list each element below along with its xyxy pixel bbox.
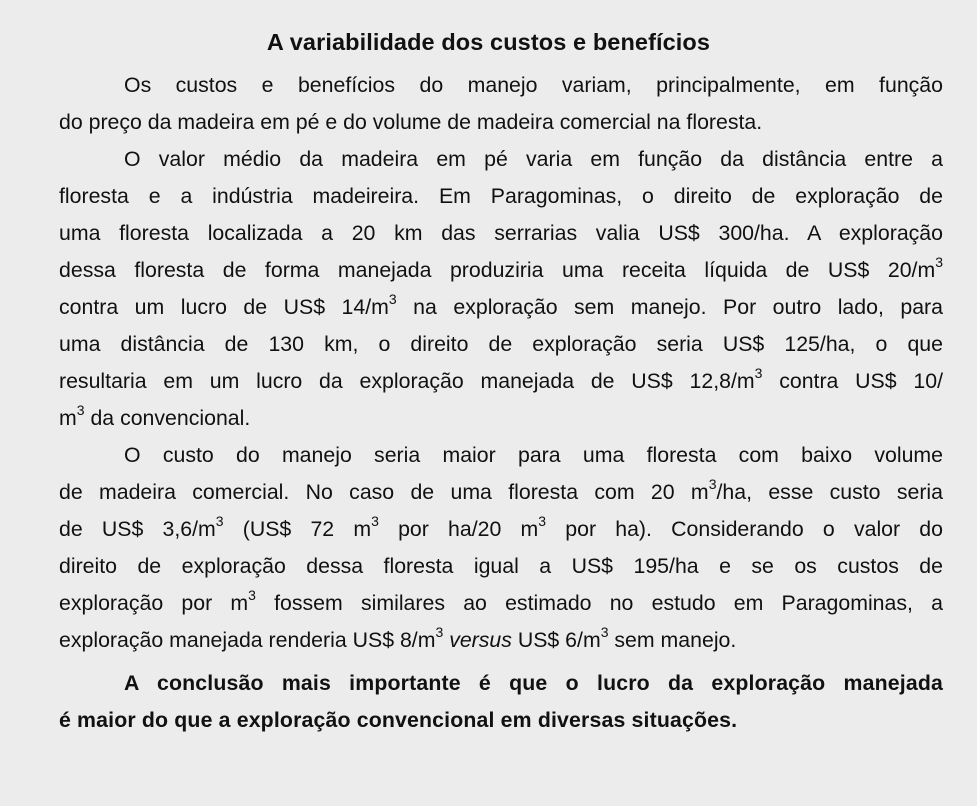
paragraph-1: [59, 67, 943, 141]
text-line: [59, 400, 943, 437]
paragraph-3: [59, 437, 943, 659]
text-line: O custo do manejo seria maior para uma floresta com baixo volume: [124, 443, 943, 467]
text-segment: US$ 6/m: [511, 628, 601, 652]
text-segment: por ha/20 m: [378, 517, 539, 541]
text-line: A conclusão mais importante é que o lucro da exploração manejada: [124, 671, 943, 695]
text-segment: de US$ 3,6/m: [59, 517, 216, 541]
text-segment: /ha, esse custo seria: [716, 480, 944, 504]
text-line: floresta e a indústria madeireira. Em Paragominas, o direito de exploração de: [59, 184, 943, 208]
text-segment: exploração manejada renderia US$ 8/m: [59, 628, 436, 652]
text-line: uma floresta localizada a 20 km das serrarias valia US$ 300/ha. A exploração: [59, 221, 943, 245]
section-title: A variabilidade dos custos e benefícios: [266, 29, 711, 55]
text-segment: na exploração sem manejo. Por outro lado, para: [396, 295, 943, 319]
text-segment: de madeira comercial. No caso de uma floresta com 20 m: [59, 480, 709, 504]
superscript: 3: [600, 623, 609, 640]
superscript: 3: [538, 512, 547, 529]
superscript: 3: [248, 586, 256, 603]
superscript: 3: [76, 401, 85, 418]
paragraph-2: [59, 141, 943, 437]
superscript: 3: [708, 475, 717, 492]
text-segment: exploração por m: [59, 591, 249, 615]
text-line: [59, 289, 943, 326]
superscript: 3: [388, 290, 397, 307]
text-line: uma distância de 130 km, o direito de exploração seria US$ 125/ha, o que: [59, 332, 943, 356]
body-text: [59, 67, 943, 739]
superscript: 3: [215, 512, 224, 529]
text-line: é maior do que a exploração convencional em diversas situações.: [59, 708, 738, 732]
text-line: [59, 252, 943, 289]
text-segment: m: [59, 406, 77, 430]
conclusion-paragraph: [59, 665, 943, 739]
text-line: [59, 511, 943, 548]
superscript: 3: [754, 364, 763, 381]
text-line: [59, 622, 943, 659]
text-line: Os custos e benefícios do manejo variam, principalmente, em função: [124, 73, 943, 97]
text-line: [59, 585, 943, 622]
text-line: O valor médio da madeira em pé varia em função da distância entre a: [124, 147, 943, 171]
text-segment: por ha). Considerando o valor do: [546, 517, 943, 541]
text-line: [59, 474, 943, 511]
superscript: 3: [935, 253, 943, 270]
text-segment: dessa floresta de forma manejada produziria uma receita líquida de US$ 20/m: [59, 258, 936, 282]
italic-term: versus: [449, 628, 512, 652]
text-line: [59, 363, 943, 400]
text-segment: fossem similares ao estimado no estudo em Paragominas, a: [255, 591, 943, 615]
text-segment: da convencional.: [84, 406, 251, 430]
text-segment: sem manejo.: [608, 628, 737, 652]
text-line: direito de exploração dessa floresta igual a US$ 195/ha e se os custos de: [59, 554, 943, 578]
superscript: 3: [371, 512, 379, 529]
text-line: do preço da madeira em pé e do volume de madeira comercial na floresta.: [59, 110, 763, 134]
superscript: 3: [435, 623, 444, 640]
text-segment: resultaria em um lucro da exploração manejada de US$ 12,8/m: [59, 369, 755, 393]
text-segment: contra um lucro de US$ 14/m: [59, 295, 389, 319]
text-segment: contra US$ 10/: [762, 369, 943, 393]
text-segment: (US$ 72 m: [223, 517, 372, 541]
